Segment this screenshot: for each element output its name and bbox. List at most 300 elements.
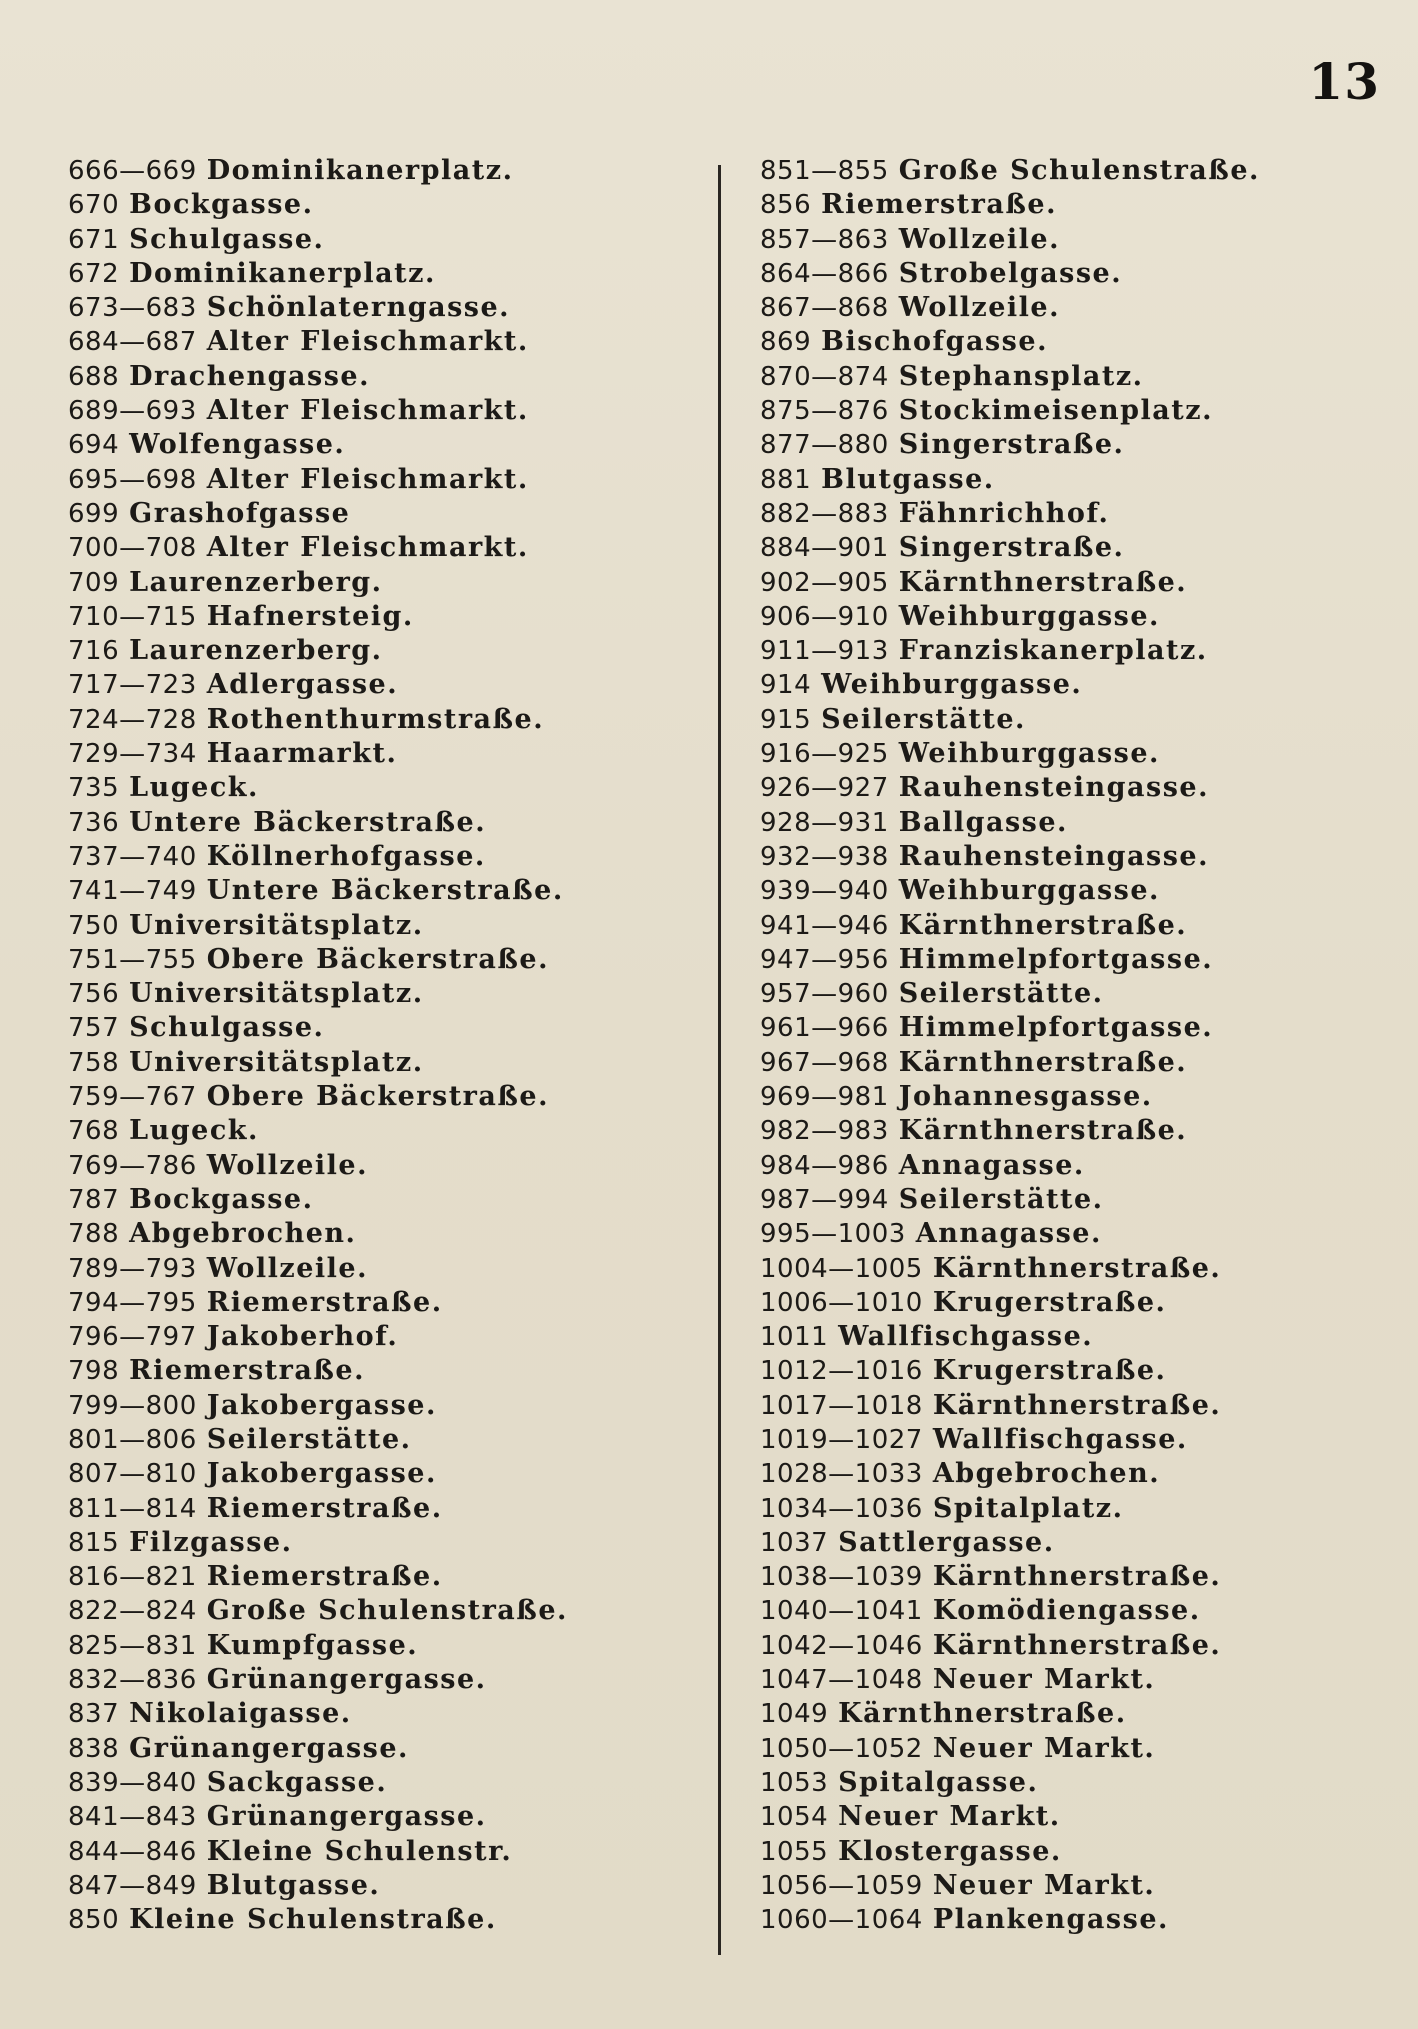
street-name: Blutgasse.	[821, 463, 995, 495]
street-index-entry	[68, 1526, 708, 1560]
street-index-entry	[760, 360, 1390, 394]
street-index-entry	[68, 943, 708, 977]
street-name: Bischofgasse.	[821, 326, 1048, 358]
column-divider	[718, 165, 721, 1955]
street-index-entry	[68, 1183, 708, 1217]
street-name: Fähnrichhof.	[898, 497, 1110, 529]
house-number-range: 801—806	[68, 1424, 197, 1455]
house-number-range: 769—786	[68, 1150, 197, 1181]
street-name: Untere Bäckerstraße.	[129, 806, 487, 838]
street-name: Franziskanerplatz.	[898, 635, 1208, 667]
street-name: Riemerstraße.	[821, 189, 1057, 221]
street-name: Seilerstätte.	[898, 978, 1104, 1010]
street-name: Wolfengasse.	[129, 429, 346, 461]
street-name: Ballgasse.	[898, 806, 1068, 838]
street-index-entry	[760, 1080, 1390, 1114]
street-name: Plankengasse.	[932, 1904, 1169, 1936]
street-index-entry	[760, 874, 1390, 908]
street-index-entry	[68, 1492, 708, 1526]
house-number-range: 870—874	[760, 361, 889, 392]
street-name: Alter Fleischmarkt.	[206, 532, 529, 564]
street-index-entry	[760, 1835, 1390, 1869]
street-name: Klostergasse.	[838, 1835, 1062, 1867]
street-name: Jakobergasse.	[206, 1458, 437, 1490]
street-name: Himmelpfortgasse.	[898, 943, 1214, 975]
street-name: Kärnthnerstraße.	[838, 1698, 1127, 1730]
house-number-range: 788	[68, 1219, 120, 1250]
house-number-range: 822—824	[68, 1596, 197, 1627]
street-index-entry	[68, 188, 708, 222]
house-number-range: 700—708	[68, 533, 197, 564]
street-name: Krugerstraße.	[932, 1286, 1167, 1318]
street-name: Neuer Markt.	[838, 1801, 1061, 1833]
house-number-range: 1038—1039	[760, 1562, 923, 1593]
street-index-entry	[68, 1217, 708, 1251]
house-number-range: 882—883	[760, 498, 889, 529]
house-number-range: 673—683	[68, 293, 197, 324]
house-number-range: 987—994	[760, 1184, 889, 1215]
house-number-range: 815	[68, 1527, 120, 1558]
street-name: Universitätsplatz.	[129, 978, 424, 1010]
street-name: Untere Bäckerstraße.	[206, 875, 564, 907]
street-index-entry	[68, 463, 708, 497]
street-index-entry	[760, 1492, 1390, 1526]
street-index-entry	[760, 634, 1390, 668]
street-index-entry	[760, 1594, 1390, 1628]
house-number-range: 694	[68, 430, 120, 461]
street-index-entry	[68, 600, 708, 634]
street-index-entry	[68, 1354, 708, 1388]
house-number-range: 884—901	[760, 533, 889, 564]
street-index-entry	[760, 1183, 1390, 1217]
street-name: Stockimeisenplatz.	[898, 395, 1213, 427]
house-number-range: 741—749	[68, 876, 197, 907]
street-name: Grünangergasse.	[206, 1664, 487, 1696]
house-number-range: 807—810	[68, 1459, 197, 1490]
street-name: Riemerstraße.	[129, 1355, 365, 1387]
street-index-entry	[68, 1594, 708, 1628]
street-index-entry	[68, 257, 708, 291]
street-name: Rothenthurmstraße.	[206, 703, 545, 735]
street-index-entry	[68, 1011, 708, 1045]
street-index-entry	[760, 840, 1390, 874]
street-index-entry	[68, 566, 708, 600]
house-number-range: 1056—1059	[760, 1870, 923, 1901]
street-index-entry	[760, 977, 1390, 1011]
house-number-range: 689—693	[68, 396, 197, 427]
street-index-entry	[68, 1046, 708, 1080]
street-index-entry	[68, 1320, 708, 1354]
street-name: Weihburggasse.	[821, 669, 1083, 701]
house-number-range: 857—863	[760, 224, 889, 255]
house-number-range: 737—740	[68, 841, 197, 872]
house-number-range: 982—983	[760, 1116, 889, 1147]
street-name: Große Schulenstraße.	[206, 1595, 568, 1627]
street-index-entry	[68, 703, 708, 737]
street-name: Lugeck.	[129, 772, 259, 804]
street-index-entry	[68, 531, 708, 565]
street-index-entry	[68, 771, 708, 805]
house-number-range: 1037	[760, 1527, 829, 1558]
street-name: Filzgasse.	[129, 1526, 293, 1558]
house-number-range: 684—687	[68, 327, 197, 358]
house-number-range: 1049	[760, 1699, 829, 1730]
street-name: Himmelpfortgasse.	[898, 1012, 1214, 1044]
house-number-range: 688	[68, 361, 120, 392]
house-number-range: 670	[68, 190, 120, 221]
house-number-range: 794—795	[68, 1287, 197, 1318]
street-index-entry	[68, 634, 708, 668]
house-number-range: 995—1003	[760, 1219, 906, 1250]
street-index-entry	[760, 1732, 1390, 1766]
house-number-range: 695—698	[68, 464, 197, 495]
house-number-range: 914	[760, 670, 812, 701]
street-index-entry	[68, 1869, 708, 1903]
street-name: Wollzeile.	[206, 1252, 369, 1284]
house-number-range: 1012—1016	[760, 1356, 923, 1387]
house-number-range: 671	[68, 224, 120, 255]
street-name: Weihburggasse.	[898, 875, 1160, 907]
street-index-entry	[68, 154, 708, 188]
house-number-range: 837	[68, 1699, 120, 1730]
street-index-entry	[68, 1149, 708, 1183]
house-number-range: 832—836	[68, 1665, 197, 1696]
house-number-range: 1011	[760, 1322, 829, 1353]
street-index-entry	[760, 737, 1390, 771]
street-index-entry	[760, 428, 1390, 462]
house-number-range: 758	[68, 1047, 120, 1078]
street-name: Annagasse.	[915, 1218, 1102, 1250]
right-column-street-index	[760, 154, 1390, 1937]
street-name: Seilerstätte.	[898, 1183, 1104, 1215]
street-name: Kärnthnerstraße.	[932, 1389, 1222, 1421]
house-number-range: 1055	[760, 1836, 829, 1867]
house-number-range: 724—728	[68, 704, 197, 735]
street-index-entry	[760, 1046, 1390, 1080]
street-name: Johannesgasse.	[898, 1081, 1153, 1113]
street-name: Komödiengasse.	[932, 1595, 1201, 1627]
house-number-range: 796—797	[68, 1322, 197, 1353]
house-number-range: 798	[68, 1356, 120, 1387]
street-index-entry	[68, 1252, 708, 1286]
street-name: Kumpfgasse.	[206, 1629, 419, 1661]
house-number-range: 875—876	[760, 396, 889, 427]
street-index-entry	[68, 291, 708, 325]
house-number-range: 672	[68, 258, 120, 289]
house-number-range: 1028—1033	[760, 1459, 923, 1490]
house-number-range: 984—986	[760, 1150, 889, 1181]
house-number-range: 789—793	[68, 1253, 197, 1284]
street-index-entry	[68, 806, 708, 840]
street-name: Grünangergasse.	[206, 1801, 487, 1833]
house-number-range: 787	[68, 1184, 120, 1215]
street-index-entry	[68, 1629, 708, 1663]
street-name: Obere Bäckerstraße.	[206, 1081, 549, 1113]
house-number-range: 864—866	[760, 258, 889, 289]
house-number-range: 911—913	[760, 636, 889, 667]
street-index-entry	[760, 668, 1390, 702]
house-number-range: 1047—1048	[760, 1665, 923, 1696]
street-index-entry	[760, 909, 1390, 943]
street-name: Spitalplatz.	[932, 1492, 1124, 1524]
house-number-range: 847—849	[68, 1870, 197, 1901]
street-name: Haarmarkt.	[206, 738, 398, 770]
house-number-range: 811—814	[68, 1493, 197, 1524]
street-name: Weihburggasse.	[898, 600, 1160, 632]
house-number-range: 729—734	[68, 739, 197, 770]
page-number: 13	[1308, 52, 1380, 111]
street-index-entry	[68, 360, 708, 394]
street-name: Riemerstraße.	[206, 1492, 443, 1524]
street-name: Wollzeile.	[898, 223, 1061, 255]
street-name: Schönlaterngasse.	[206, 292, 511, 324]
street-name: Singerstraße.	[898, 532, 1125, 564]
street-name: Seilerstätte.	[206, 1423, 412, 1455]
street-name: Schulgasse.	[129, 223, 325, 255]
street-index-entry	[760, 325, 1390, 359]
street-name: Grünangergasse.	[129, 1732, 409, 1764]
house-number-range: 877—880	[760, 430, 889, 461]
street-index-entry	[760, 1354, 1390, 1388]
street-index-entry	[760, 1697, 1390, 1731]
street-name: Alter Fleischmarkt.	[206, 326, 529, 358]
street-index-entry	[68, 1080, 708, 1114]
street-name: Strobelgasse.	[898, 257, 1123, 289]
street-name: Kärnthnerstraße.	[932, 1252, 1222, 1284]
street-index-entry	[68, 497, 708, 531]
street-name: Lugeck.	[129, 1115, 259, 1147]
street-name: Kleine Schulenstraße.	[129, 1904, 497, 1936]
street-name: Grashofgasse	[129, 497, 351, 529]
street-index-entry	[760, 1320, 1390, 1354]
house-number-range: 881	[760, 464, 812, 495]
street-name: Wollzeile.	[898, 292, 1061, 324]
street-index-entry	[68, 1423, 708, 1457]
street-index-entry	[760, 1149, 1390, 1183]
street-index-entry	[760, 600, 1390, 634]
house-number-range: 844—846	[68, 1836, 197, 1867]
street-name: Neuer Markt.	[932, 1664, 1156, 1696]
house-number-range: 768	[68, 1116, 120, 1147]
house-number-range: 967—968	[760, 1047, 889, 1078]
house-number-range: 666—669	[68, 156, 197, 186]
street-name: Riemerstraße.	[206, 1561, 443, 1593]
street-name: Schulgasse.	[129, 1012, 325, 1044]
street-name: Laurenzerberg.	[129, 635, 383, 667]
street-index-entry	[68, 1663, 708, 1697]
street-name: Universitätsplatz.	[129, 909, 424, 941]
house-number-range: 928—931	[760, 807, 889, 838]
street-index-entry	[760, 771, 1390, 805]
house-number-range: 1053	[760, 1767, 829, 1798]
street-name: Dominikanerplatz.	[206, 155, 514, 186]
street-index-entry	[760, 497, 1390, 531]
street-index-entry	[760, 291, 1390, 325]
house-number-range: 867—868	[760, 293, 889, 324]
street-name: Kleine Schulenstr.	[206, 1835, 513, 1867]
street-name: Wallfischgasse.	[838, 1321, 1094, 1353]
street-name: Kärnthnerstraße.	[932, 1629, 1222, 1661]
house-number-range: 961—966	[760, 1013, 889, 1044]
street-index-entry	[760, 1252, 1390, 1286]
house-number-range: 825—831	[68, 1630, 197, 1661]
street-index-entry	[68, 1457, 708, 1491]
street-name: Neuer Markt.	[932, 1732, 1156, 1764]
house-number-range: 1060—1064	[760, 1905, 923, 1936]
street-name: Kärnthnerstraße.	[898, 1115, 1188, 1147]
street-name: Kärnthnerstraße.	[898, 566, 1188, 598]
house-number-range: 839—840	[68, 1767, 197, 1798]
house-number-range: 932—938	[760, 841, 889, 872]
street-name: Adlergasse.	[206, 669, 399, 701]
street-index-entry	[68, 1766, 708, 1800]
street-index-entry	[760, 566, 1390, 600]
street-name: Annagasse.	[898, 1149, 1085, 1181]
street-name: Dominikanerplatz.	[129, 257, 436, 289]
street-index-entry	[68, 325, 708, 359]
street-name: Rauhensteingasse.	[898, 840, 1209, 872]
street-index-entry	[68, 223, 708, 257]
street-index-entry	[68, 394, 708, 428]
street-name: Blutgasse.	[206, 1869, 381, 1901]
street-index-entry	[760, 1663, 1390, 1697]
street-index-entry	[760, 1457, 1390, 1491]
street-name: Jakobergasse.	[206, 1389, 437, 1421]
street-name: Seilerstätte.	[821, 703, 1026, 735]
house-number-range: 799—800	[68, 1390, 197, 1421]
house-number-range: 939—940	[760, 876, 889, 907]
street-index-entry	[760, 1526, 1390, 1560]
street-index-entry	[760, 1560, 1390, 1594]
street-index-entry	[760, 1217, 1390, 1251]
street-name: Singerstraße.	[898, 429, 1125, 461]
street-name: Bockgasse.	[129, 1183, 314, 1215]
house-number-range: 699	[68, 498, 120, 529]
street-index-entry	[760, 188, 1390, 222]
street-index-entry	[68, 1560, 708, 1594]
street-index-entry	[68, 1835, 708, 1869]
street-index-entry	[68, 840, 708, 874]
street-index-entry	[760, 1903, 1390, 1937]
street-index-entry	[760, 1766, 1390, 1800]
house-number-range: 1054	[760, 1802, 829, 1833]
house-number-range: 1019—1027	[760, 1424, 923, 1455]
street-name: Stephansplatz.	[898, 360, 1144, 392]
street-index-entry	[760, 806, 1390, 840]
street-index-entry	[760, 531, 1390, 565]
street-name: Drachengasse.	[129, 360, 371, 392]
street-name: Sattlergasse.	[838, 1526, 1055, 1558]
street-index-entry	[760, 1011, 1390, 1045]
house-number-range: 750	[68, 910, 120, 941]
street-name: Riemerstraße.	[206, 1286, 443, 1318]
street-index-entry	[68, 737, 708, 771]
house-number-range: 759—767	[68, 1082, 197, 1113]
house-number-range: 716	[68, 636, 120, 667]
house-number-range: 915	[760, 704, 812, 735]
street-name: Wallfischgasse.	[932, 1423, 1188, 1455]
house-number-range: 856	[760, 190, 812, 221]
street-name: Weihburggasse.	[898, 738, 1160, 770]
street-name: Abgebrochen.	[932, 1458, 1161, 1490]
street-index-entry	[760, 1114, 1390, 1148]
house-number-range: 756	[68, 979, 120, 1010]
street-name: Spitalgasse.	[838, 1766, 1039, 1798]
street-name: Kärnthnerstraße.	[898, 909, 1188, 941]
house-number-range: 1017—1018	[760, 1390, 923, 1421]
street-name: Abgebrochen.	[129, 1218, 357, 1250]
street-name: Jakoberhof.	[206, 1321, 399, 1353]
street-index-entry	[68, 1114, 708, 1148]
street-name: Hafnersteig.	[206, 600, 414, 632]
house-number-range: 1040—1041	[760, 1596, 923, 1627]
street-index-entry	[760, 1800, 1390, 1834]
street-name: Rauhensteingasse.	[898, 772, 1209, 804]
house-number-range: 717—723	[68, 670, 197, 701]
street-index-entry	[760, 154, 1390, 188]
house-number-range: 751—755	[68, 944, 197, 975]
house-number-range: 869	[760, 327, 812, 358]
street-name: Große Schulenstraße.	[898, 155, 1260, 186]
street-index-entry	[68, 668, 708, 702]
house-number-range: 1042—1046	[760, 1630, 923, 1661]
house-number-range: 816—821	[68, 1562, 197, 1593]
house-number-range: 941—946	[760, 910, 889, 941]
street-index-entry	[760, 463, 1390, 497]
street-index-entry	[68, 1903, 708, 1937]
house-number-range: 1050—1052	[760, 1733, 923, 1764]
street-index-entry	[760, 1629, 1390, 1663]
street-index-entry	[760, 1389, 1390, 1423]
street-index-entry	[68, 1286, 708, 1320]
street-index-entry	[760, 394, 1390, 428]
street-name: Krugerstraße.	[932, 1355, 1167, 1387]
house-number-range: 838	[68, 1733, 120, 1764]
street-index-entry	[760, 1286, 1390, 1320]
house-number-range: 709	[68, 567, 120, 598]
street-index-entry	[760, 223, 1390, 257]
house-number-range: 841—843	[68, 1802, 197, 1833]
street-name: Köllnerhofgasse.	[206, 840, 486, 872]
street-name: Obere Bäckerstraße.	[206, 943, 549, 975]
street-name: Kärnthnerstraße.	[898, 1046, 1188, 1078]
street-name: Alter Fleischmarkt.	[206, 395, 529, 427]
house-number-range: 926—927	[760, 773, 889, 804]
street-name: Sackgasse.	[206, 1766, 388, 1798]
house-number-range: 1034—1036	[760, 1493, 923, 1524]
street-index-entry	[760, 703, 1390, 737]
street-name: Universitätsplatz.	[129, 1046, 424, 1078]
house-number-range: 757	[68, 1013, 120, 1044]
house-number-range: 906—910	[760, 601, 889, 632]
house-number-range: 916—925	[760, 739, 889, 770]
house-number-range: 1004—1005	[760, 1253, 923, 1284]
street-name: Laurenzerberg.	[129, 566, 383, 598]
house-number-range: 851—855	[760, 156, 889, 186]
house-number-range: 1006—1010	[760, 1287, 923, 1318]
street-index-entry	[68, 874, 708, 908]
street-index-entry	[68, 1800, 708, 1834]
street-index-entry	[68, 1697, 708, 1731]
street-index-entry	[68, 428, 708, 462]
house-number-range: 969—981	[760, 1082, 889, 1113]
street-index-entry	[760, 1869, 1390, 1903]
house-number-range: 736	[68, 807, 120, 838]
house-number-range: 735	[68, 773, 120, 804]
street-index-entry	[68, 1389, 708, 1423]
street-name: Bockgasse.	[129, 189, 314, 221]
street-name: Wollzeile.	[206, 1149, 369, 1181]
